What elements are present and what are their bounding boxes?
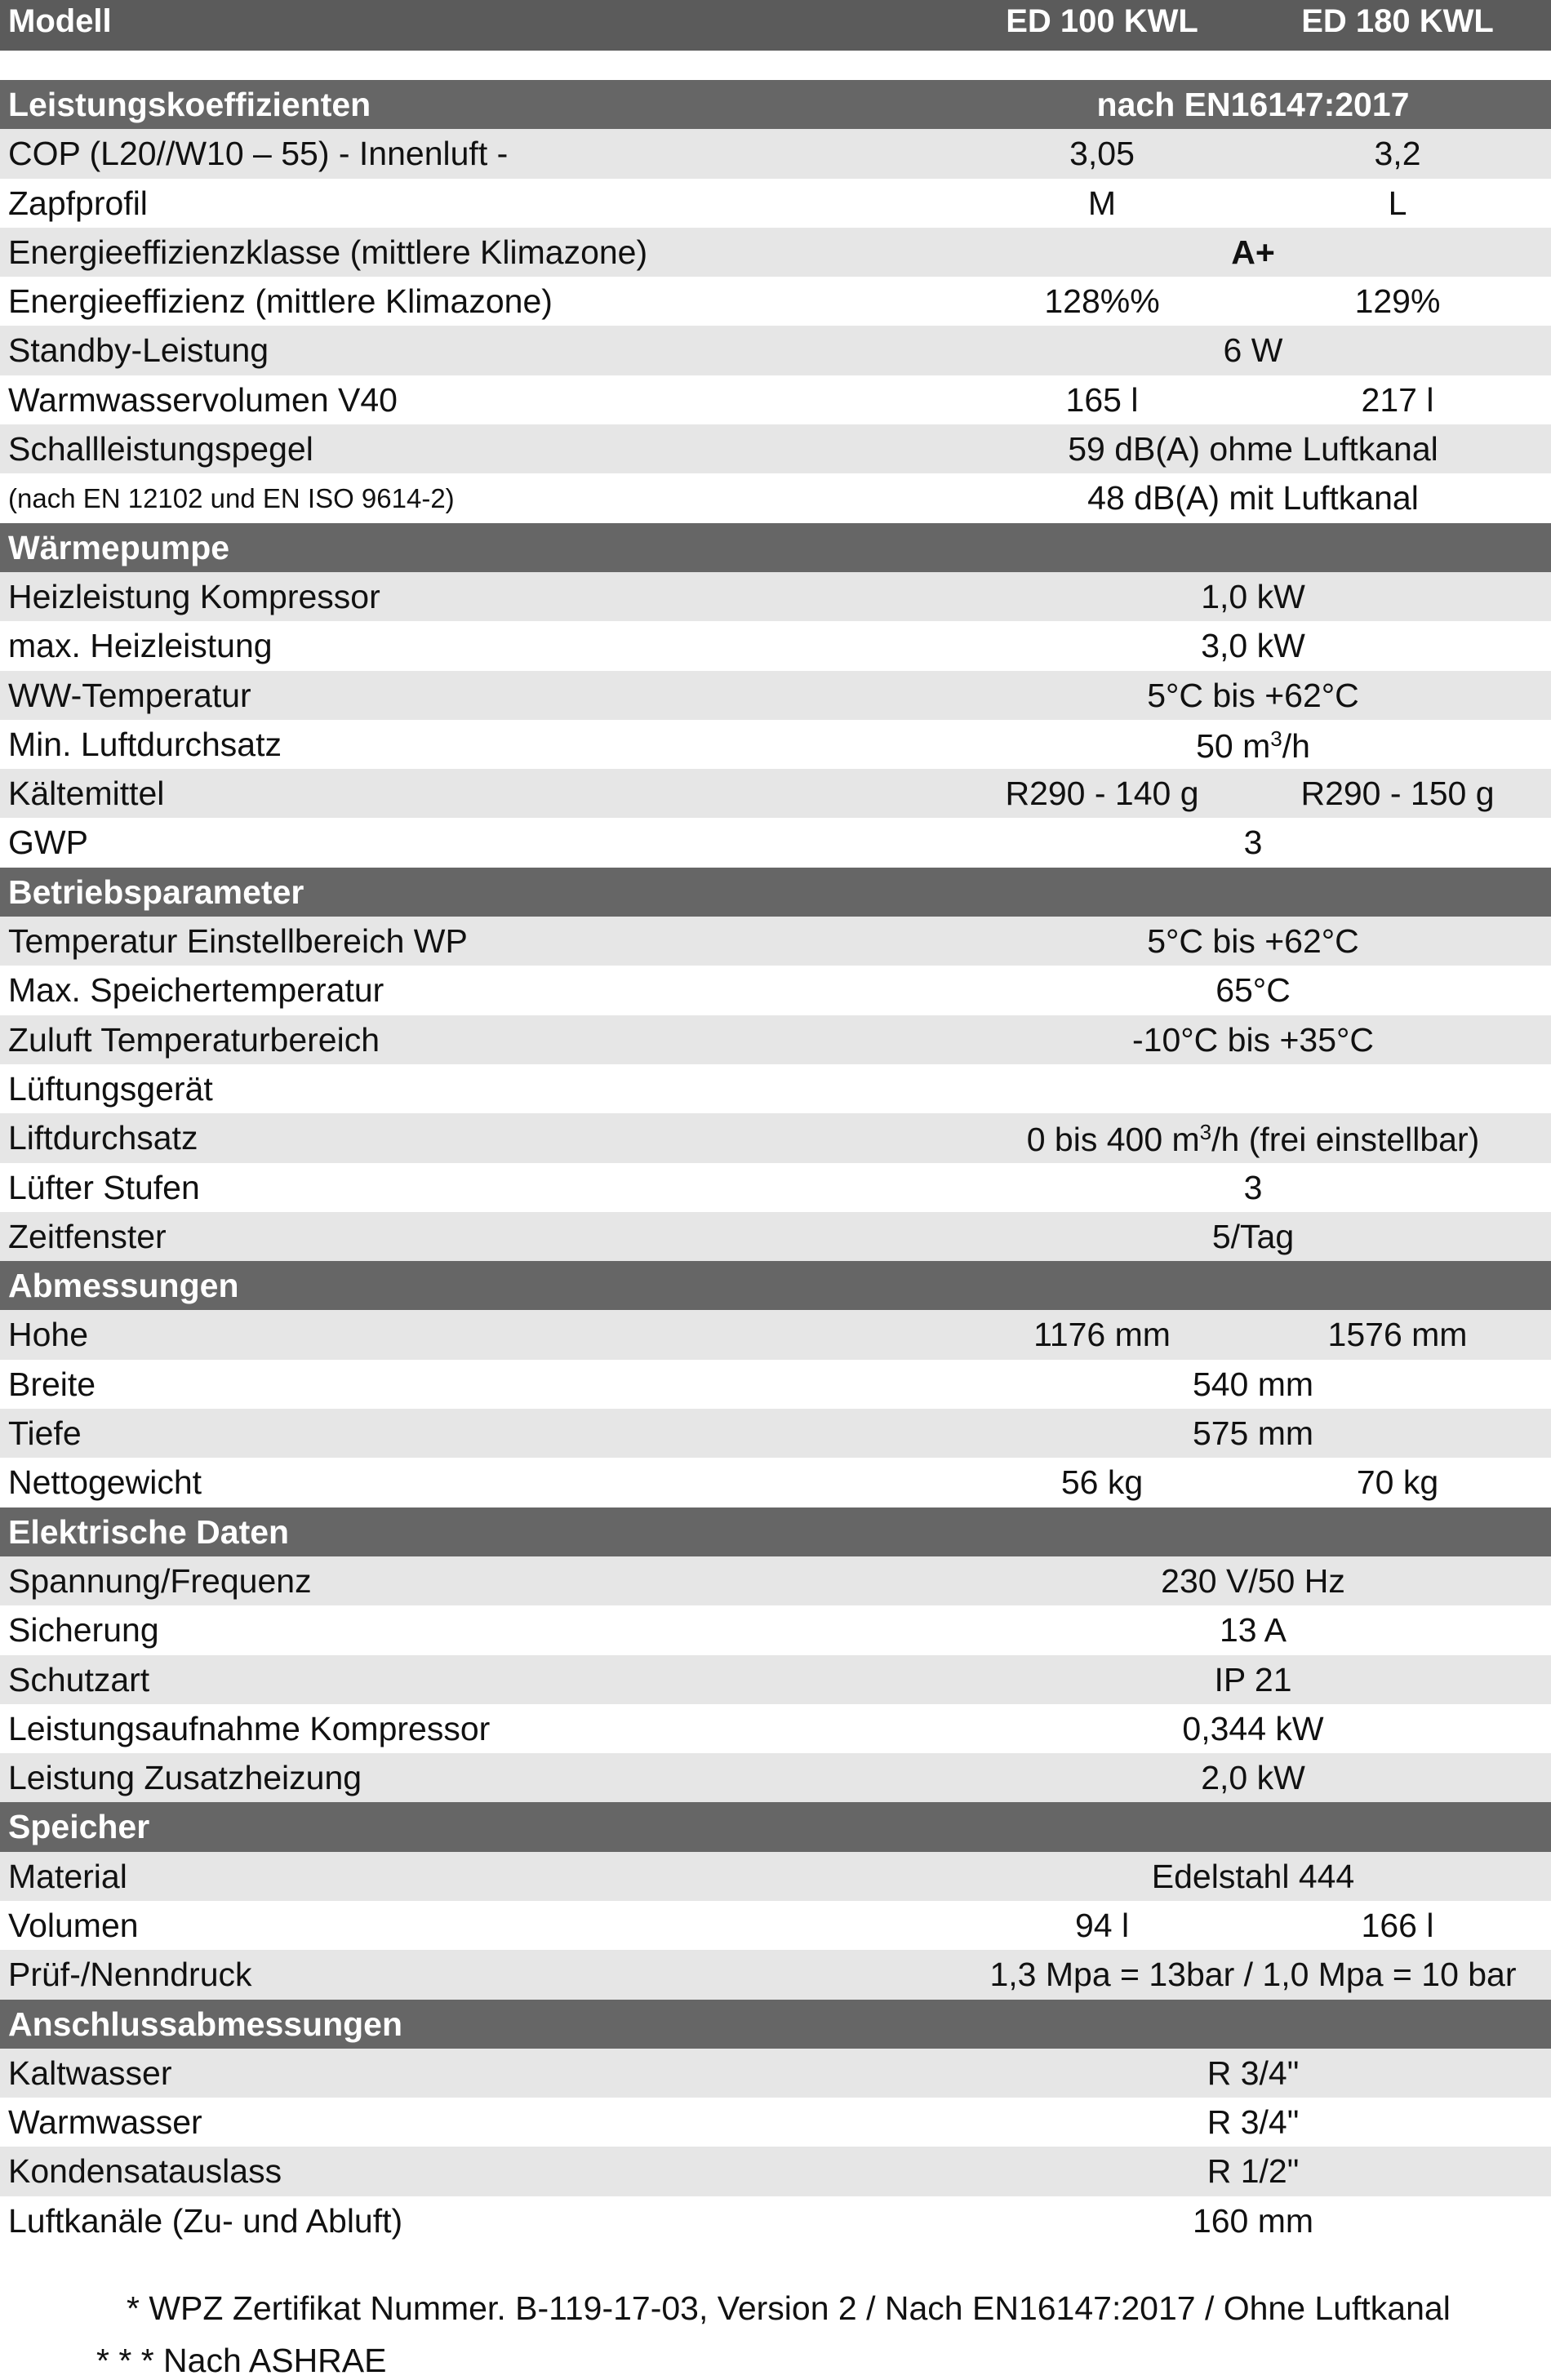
row-label: Volumen bbox=[8, 1906, 139, 1944]
value-model-1: 165 l bbox=[1065, 380, 1139, 419]
model-1-header: ED 100 KWL bbox=[1006, 3, 1198, 39]
section-title: Anschlussabmessungen bbox=[8, 2005, 403, 2043]
value-suffix: /h bbox=[1282, 726, 1310, 765]
row-label: Leistung Zusatzheizung bbox=[8, 1759, 362, 1797]
row-label: Warmwasser bbox=[8, 2103, 202, 2142]
value-shared: 5°C bis +62°C bbox=[1147, 922, 1359, 961]
table-row bbox=[0, 179, 1551, 228]
value-shared: 0,344 kW bbox=[1182, 1709, 1324, 1747]
table-row bbox=[0, 818, 1551, 867]
value-model-2: R290 - 150 g bbox=[1300, 775, 1495, 813]
value-shared: 230 V/50 Hz bbox=[1161, 1561, 1345, 1600]
row-label: Energieeffizienzklasse (mittlere Klimazone) bbox=[8, 233, 648, 271]
row-label: Nettogewicht bbox=[8, 1463, 202, 1502]
table-row bbox=[0, 2098, 1551, 2147]
value-model-2: 166 l bbox=[1361, 1906, 1434, 1944]
row-label: Breite bbox=[8, 1365, 96, 1403]
row-label: Spannung/Frequenz bbox=[8, 1561, 312, 1600]
row-label: Max. Speichertemperatur bbox=[8, 971, 384, 1010]
value-model-2: 70 kg bbox=[1356, 1463, 1439, 1502]
row-label: (nach EN 12102 und EN ISO 9614-2) bbox=[8, 483, 455, 514]
value-shared: R 3/4" bbox=[1207, 2054, 1300, 2092]
row-label: Material bbox=[8, 1857, 127, 1895]
value-suffix: /h (frei einstellbar) bbox=[1211, 1121, 1480, 1159]
table-row bbox=[0, 769, 1551, 818]
table-row bbox=[0, 326, 1551, 375]
section-header bbox=[0, 1507, 1551, 1556]
value-prefix: 50 m bbox=[1196, 726, 1271, 765]
row-label: max. Heizleistung bbox=[8, 627, 273, 665]
value-superscript: 3 bbox=[1199, 1120, 1212, 1145]
row-label: Warmwasservolumen V40 bbox=[8, 380, 398, 419]
table-row bbox=[0, 1064, 1551, 1113]
value-model-1: 3,05 bbox=[1069, 135, 1135, 173]
table-row bbox=[0, 1704, 1551, 1753]
section-note: nach EN16147:2017 bbox=[1096, 86, 1410, 123]
value-shared: 5°C bis +62°C bbox=[1147, 676, 1359, 714]
value-shared: 59 dB(A) ohme Luftkanal bbox=[1068, 430, 1438, 468]
row-label: Kaltwasser bbox=[8, 2054, 172, 2092]
table-header bbox=[0, 0, 1551, 51]
section-title: Wärmepumpe bbox=[8, 528, 230, 566]
spec-rows bbox=[0, 80, 1551, 2245]
row-label: Hohe bbox=[8, 1316, 89, 1354]
row-label: GWP bbox=[8, 824, 88, 862]
value-model-2: 129% bbox=[1354, 282, 1441, 321]
value-shared: R 1/2" bbox=[1207, 2152, 1300, 2191]
table-row bbox=[0, 1015, 1551, 1064]
footnote-2: * * * Nach ASHRAE bbox=[96, 2342, 387, 2379]
table-row bbox=[0, 2147, 1551, 2196]
section-title: Leistungskoeffizienten bbox=[8, 86, 371, 123]
table-row bbox=[0, 228, 1551, 277]
value-shared: 48 dB(A) mit Luftkanal bbox=[1087, 479, 1419, 517]
section-header bbox=[0, 868, 1551, 917]
value-shared: 65°C bbox=[1215, 971, 1291, 1010]
value-shared: 1,3 Mpa = 13bar / 1,0 Mpa = 10 bar bbox=[989, 1956, 1517, 1994]
value-shared: 540 mm bbox=[1192, 1365, 1314, 1403]
value-shared: A+ bbox=[1231, 233, 1275, 271]
table-row bbox=[0, 1605, 1551, 1654]
header-gap bbox=[0, 51, 1551, 80]
value-model-1: 1176 mm bbox=[1033, 1316, 1171, 1354]
table-row bbox=[0, 572, 1551, 621]
row-label: Tiefe bbox=[8, 1414, 82, 1453]
value-superscript: 3 bbox=[1270, 726, 1282, 751]
value-shared: 6 W bbox=[1223, 331, 1283, 370]
section-title: Betriebsparameter bbox=[8, 873, 304, 911]
model-header-label: Modell bbox=[8, 3, 112, 39]
row-label: Prüf-/Nenndruck bbox=[8, 1956, 252, 1994]
value-shared: 160 mm bbox=[1192, 2201, 1314, 2240]
table-row bbox=[0, 671, 1551, 720]
value-shared: 575 mm bbox=[1192, 1414, 1314, 1453]
value-shared: R 3/4" bbox=[1207, 2103, 1300, 2142]
value-shared: 3 bbox=[1243, 1168, 1263, 1206]
value-model-1: 94 l bbox=[1074, 1906, 1130, 1944]
table-row bbox=[0, 1556, 1551, 1605]
row-label: Schallleistungspegel bbox=[8, 430, 313, 468]
row-label: Heizleistung Kompressor bbox=[8, 577, 380, 615]
section-header bbox=[0, 2000, 1551, 2049]
row-label: Energieeffizienz (mittlere Klimazone) bbox=[8, 282, 553, 321]
table-row bbox=[0, 277, 1551, 326]
section-title: Elektrische Daten bbox=[8, 1512, 290, 1551]
value-model-2: 1576 mm bbox=[1327, 1316, 1468, 1354]
value-model-2: 3,2 bbox=[1374, 135, 1421, 173]
table-row bbox=[0, 1360, 1551, 1409]
value-shared: Edelstahl 444 bbox=[1151, 1857, 1355, 1895]
value-shared: IP 21 bbox=[1214, 1660, 1292, 1698]
model-2-header: ED 180 KWL bbox=[1301, 3, 1494, 39]
table-row bbox=[0, 1310, 1551, 1359]
row-label: COP (L20//W10 – 55) - Innenluft - bbox=[8, 135, 509, 173]
value-shared: 3,0 kW bbox=[1201, 627, 1305, 665]
table-row bbox=[0, 424, 1551, 473]
section-header bbox=[0, 80, 1551, 129]
table-row bbox=[0, 1901, 1551, 1950]
table-row bbox=[0, 1212, 1551, 1261]
row-label: Liftdurchsatz bbox=[8, 1119, 198, 1157]
row-label: Lüfter Stufen bbox=[8, 1168, 200, 1206]
section-header bbox=[0, 1261, 1551, 1310]
table-row bbox=[0, 966, 1551, 1015]
table-row bbox=[0, 1753, 1551, 1802]
value-model-2: 217 l bbox=[1361, 380, 1434, 419]
table-row bbox=[0, 375, 1551, 424]
table-row bbox=[0, 1113, 1551, 1162]
value-shared: -10°C bis +35°C bbox=[1131, 1020, 1375, 1059]
row-label: Zapfprofil bbox=[8, 184, 148, 222]
row-label: Lüftungsgerät bbox=[8, 1069, 213, 1108]
value-model-1: 128%% bbox=[1044, 282, 1160, 321]
table-row bbox=[0, 1852, 1551, 1901]
value-shared: 2,0 kW bbox=[1201, 1759, 1305, 1797]
table-row bbox=[0, 1950, 1551, 1999]
table-row bbox=[0, 720, 1551, 769]
row-label: Leistungsaufnahme Kompressor bbox=[8, 1709, 491, 1747]
value-model-1: M bbox=[1087, 184, 1117, 222]
row-label: Zuluft Temperaturbereich bbox=[8, 1020, 380, 1059]
row-label: Zeitfenster bbox=[8, 1217, 167, 1255]
row-label: Sicherung bbox=[8, 1611, 159, 1650]
row-label: Temperatur Einstellbereich WP bbox=[8, 922, 468, 961]
table-row bbox=[0, 1458, 1551, 1507]
row-label: Kältemittel bbox=[8, 775, 165, 813]
value-shared bbox=[1027, 1121, 1480, 1157]
section-title: Speicher bbox=[8, 1808, 150, 1846]
value-shared: 5/Tag bbox=[1211, 1217, 1295, 1255]
section-header bbox=[0, 523, 1551, 572]
row-label: Kondensatauslass bbox=[8, 2152, 282, 2191]
table-row bbox=[0, 2049, 1551, 2098]
value-model-1: R290 - 140 g bbox=[1005, 775, 1199, 813]
table-row bbox=[0, 1409, 1551, 1458]
section-header bbox=[0, 1802, 1551, 1851]
value-shared: 13 A bbox=[1219, 1611, 1287, 1650]
row-label: Min. Luftdurchsatz bbox=[8, 725, 282, 763]
table-row bbox=[0, 2196, 1551, 2245]
value-prefix: 0 bis 400 m bbox=[1026, 1121, 1200, 1159]
table-row bbox=[0, 1163, 1551, 1212]
value-shared: 1,0 kW bbox=[1201, 577, 1305, 615]
footnote-1: * WPZ Zertifikat Nummer. B-119-17-03, Version 2 / Nach EN16147:2017 / Ohne Luftkanal bbox=[127, 2289, 1451, 2327]
value-shared: 3 bbox=[1243, 824, 1263, 862]
table-row bbox=[0, 621, 1551, 670]
row-label: WW-Temperatur bbox=[8, 676, 251, 714]
value-shared bbox=[1196, 728, 1310, 763]
value-model-2: L bbox=[1388, 184, 1407, 222]
table-row bbox=[0, 473, 1551, 522]
row-label: Schutzart bbox=[8, 1660, 150, 1698]
section-title: Abmessungen bbox=[8, 1267, 239, 1305]
table-row bbox=[0, 1655, 1551, 1704]
table-row bbox=[0, 129, 1551, 178]
row-label: Luftkanäle (Zu- und Abluft) bbox=[8, 2201, 403, 2240]
table-row bbox=[0, 917, 1551, 966]
value-model-1: 56 kg bbox=[1060, 1463, 1144, 1502]
row-label: Standby-Leistung bbox=[8, 331, 269, 370]
